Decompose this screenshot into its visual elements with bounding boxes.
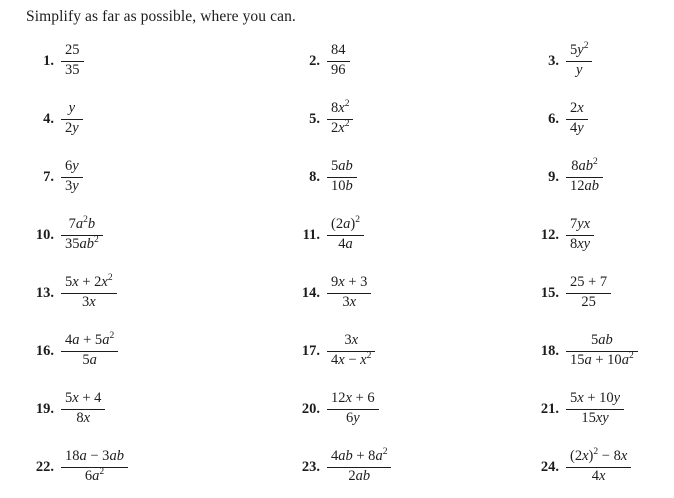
- problem-item: [516, 206, 674, 264]
- problem-number: 12.: [540, 226, 559, 243]
- fraction-numerator: 25: [65, 42, 80, 59]
- fraction-numerator: 5x + 10y: [570, 390, 621, 407]
- fraction-denominator: 96: [331, 62, 346, 78]
- fraction: [61, 159, 83, 194]
- fraction-denominator: 35: [65, 62, 80, 78]
- problem-number: 21.: [540, 400, 559, 417]
- fraction-denominator: 8xy: [570, 236, 591, 252]
- fraction-numerator: 5ab: [590, 332, 613, 349]
- problem-number: 24.: [540, 458, 559, 475]
- problem-item: [516, 90, 674, 148]
- fraction-denominator: 5a: [82, 352, 97, 368]
- problem-number: 9.: [548, 168, 559, 185]
- fraction: [327, 214, 364, 252]
- fraction-denominator: 2ab: [348, 468, 371, 484]
- fraction: [327, 43, 350, 78]
- problem-item: [516, 264, 674, 322]
- problem-number: 6.: [548, 110, 559, 127]
- fraction: [566, 391, 624, 426]
- fraction-numerator: $8x^2$: [331, 98, 350, 117]
- fraction-denominator: $15a + 10a^2$: [570, 350, 634, 368]
- problem-item: [0, 32, 276, 90]
- problem-item: [276, 438, 516, 496]
- fraction: [61, 101, 83, 136]
- fraction: [327, 275, 371, 310]
- problem-number: 19.: [35, 400, 54, 417]
- fraction: [566, 156, 603, 194]
- fraction-denominator: 3x: [342, 294, 357, 310]
- fraction-numerator: 2x: [570, 100, 584, 117]
- fraction-denominator: 8x: [76, 410, 91, 426]
- problem-item: [276, 206, 516, 264]
- fraction-denominator: $35ab^2$: [65, 234, 99, 252]
- problem-item: [276, 380, 516, 438]
- problem-item: [516, 32, 674, 90]
- fraction-denominator: 25: [581, 294, 596, 310]
- fraction: [61, 43, 84, 78]
- fraction-numerator: 9x + 3: [331, 274, 368, 291]
- problem-item: [0, 264, 276, 322]
- fraction-denominator: 12ab: [570, 178, 599, 194]
- fraction-numerator: $4a + 5a^2$: [65, 330, 115, 349]
- problem-item: [516, 438, 674, 496]
- problem-number: 10.: [35, 226, 54, 243]
- fraction-numerator: 25 + 7: [570, 274, 608, 291]
- fraction-numerator: y: [68, 100, 76, 117]
- instruction-text: Simplify as far as possible, where you can.: [26, 8, 296, 25]
- problem-number: 5.: [309, 110, 320, 127]
- problem-item: [0, 438, 276, 496]
- fraction-numerator: 5ab: [331, 158, 353, 175]
- fraction-numerator: $8ab^2$: [571, 156, 598, 175]
- fraction-denominator: $4x - x^2$: [331, 350, 372, 368]
- fraction: [566, 101, 588, 136]
- fraction: [327, 391, 379, 426]
- fraction-denominator: $6a^2$: [84, 466, 105, 484]
- fraction-numerator: 12x + 6: [331, 390, 375, 407]
- problem-number: 22.: [35, 458, 54, 475]
- problem-number: 20.: [301, 400, 320, 417]
- problem-number: 15.: [540, 284, 559, 301]
- problem-number: 17.: [301, 342, 320, 359]
- problem-item: [0, 206, 276, 264]
- fraction-denominator: 4y: [570, 120, 584, 136]
- fraction: [61, 330, 118, 368]
- problem-item: [276, 264, 516, 322]
- fraction: [61, 214, 103, 252]
- problem-number: 11.: [302, 226, 320, 243]
- problem-number: 14.: [301, 284, 320, 301]
- problem-item: [516, 322, 674, 380]
- fraction-denominator: 3y: [65, 178, 79, 194]
- fraction-denominator: 3x: [81, 294, 96, 310]
- fraction-denominator: $2x^2$: [331, 118, 350, 136]
- fraction-numerator: 18a − 3ab: [65, 448, 124, 465]
- problem-number: 3.: [548, 52, 559, 69]
- fraction-denominator: 10b: [331, 178, 353, 194]
- fraction: [327, 159, 357, 194]
- problem-number: 4.: [43, 110, 54, 127]
- fraction: [566, 446, 631, 484]
- fraction-numerator: $(2x)^2 - 8x$: [570, 446, 628, 465]
- fraction-denominator: 4a: [338, 236, 353, 252]
- fraction: [61, 272, 117, 310]
- fraction-numerator: 3x: [344, 332, 359, 349]
- problem-item: [0, 90, 276, 148]
- fraction: [566, 40, 592, 78]
- fraction-denominator: 15xy: [581, 410, 609, 426]
- problem-item: [276, 148, 516, 206]
- problem-number: 13.: [35, 284, 54, 301]
- problem-number: 7.: [43, 168, 54, 185]
- problem-number: 23.: [301, 458, 320, 475]
- problem-number: 2.: [309, 52, 320, 69]
- problem-item: [276, 322, 516, 380]
- problem-number: 8.: [309, 168, 320, 185]
- fraction-denominator: 6y: [345, 410, 360, 426]
- problem-number: 18.: [540, 342, 559, 359]
- fraction-denominator: 4x: [591, 468, 606, 484]
- problem-grid: [0, 32, 674, 496]
- problem-item: [0, 380, 276, 438]
- fraction: [566, 333, 638, 368]
- problem-item: [276, 32, 516, 90]
- fraction-numerator: $4ab + 8a^2$: [331, 446, 388, 465]
- fraction: [327, 98, 353, 136]
- fraction-numerator: $5y^2$: [570, 40, 589, 59]
- problem-number: 1.: [43, 52, 54, 69]
- fraction: [327, 333, 375, 368]
- fraction-numerator: 6y: [65, 158, 79, 175]
- fraction: [566, 217, 594, 252]
- fraction-denominator: y: [576, 62, 583, 78]
- fraction-numerator: 5x + 4: [65, 390, 102, 407]
- problem-number: 16.: [35, 342, 54, 359]
- fraction-numerator: $7a^2b$: [68, 214, 96, 233]
- problem-item: [276, 90, 516, 148]
- problem-item: [516, 380, 674, 438]
- fraction-numerator: $5x + 2x^2$: [65, 272, 113, 291]
- fraction-denominator: 2y: [65, 120, 79, 136]
- problem-item: [0, 148, 276, 206]
- problem-item: [0, 322, 276, 380]
- fraction-numerator: $(2a)^2$: [331, 214, 360, 233]
- fraction-numerator: 84: [331, 42, 346, 59]
- fraction: [61, 449, 128, 484]
- fraction: [566, 275, 611, 310]
- fraction: [61, 391, 105, 426]
- fraction-numerator: 7yx: [570, 216, 591, 233]
- fraction: [327, 446, 391, 484]
- problem-item: [516, 148, 674, 206]
